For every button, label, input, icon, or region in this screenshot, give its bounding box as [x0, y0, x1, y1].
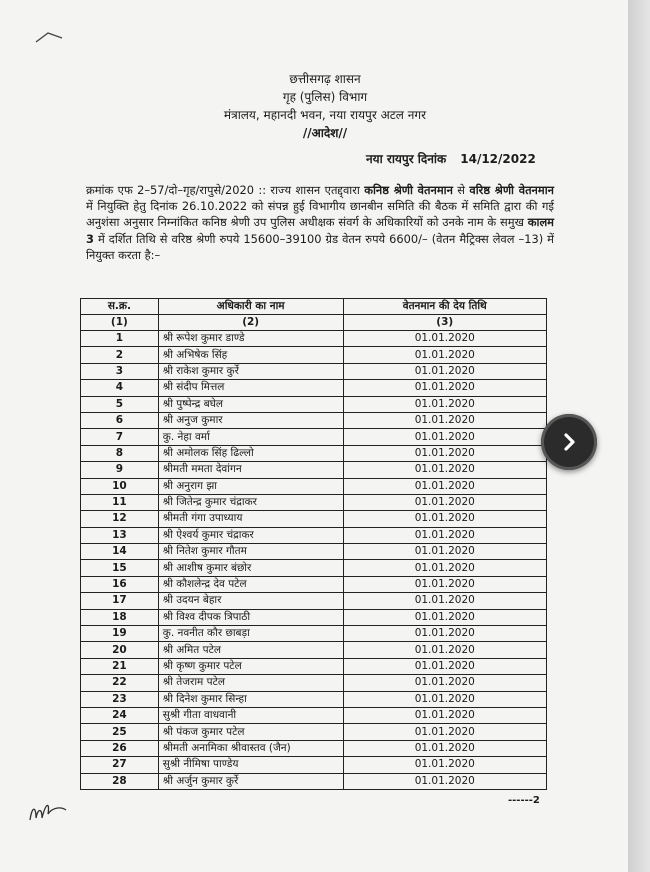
order-paragraph	[86, 182, 554, 263]
row-name: श्री राकेश कुमार कुर्रे	[158, 363, 343, 379]
row-sno: 15	[81, 560, 159, 576]
row-date: 01.01.2020	[343, 757, 546, 773]
row-name: श्री तेजराम पटेल	[158, 675, 343, 691]
row-sno: 20	[81, 642, 159, 658]
row-date: 01.01.2020	[343, 724, 546, 740]
row-name: श्रीमती ममता देवांगन	[158, 462, 343, 478]
row-sno: 18	[81, 609, 159, 625]
row-date: 01.01.2020	[343, 331, 546, 347]
row-name: श्री रूपेश कुमार डाण्डे	[158, 331, 343, 347]
table-row	[81, 773, 547, 789]
row-sno: 22	[81, 675, 159, 691]
row-date: 01.01.2020	[343, 773, 546, 789]
table-row	[81, 511, 547, 527]
row-date: 01.01.2020	[343, 347, 546, 363]
col-header-sno: स.क्र.	[81, 299, 159, 315]
row-name: श्री विश्व दीपक त्रिपाठी	[158, 609, 343, 625]
table-row	[81, 363, 547, 379]
scan-edge	[628, 0, 650, 872]
table-colnum-row	[81, 315, 547, 331]
initials-signature	[26, 796, 70, 826]
row-date: 01.01.2020	[343, 593, 546, 609]
row-name: श्री दिनेश कुमार सिन्हा	[158, 691, 343, 707]
row-name: श्रीमती गंगा उपाध्याय	[158, 511, 343, 527]
row-name: श्री कृष्ण कुमार पटेल	[158, 658, 343, 674]
col-number-3: (3)	[343, 315, 546, 331]
row-sno: 7	[81, 429, 159, 445]
chevron-right-icon	[558, 431, 580, 453]
officer-table	[80, 298, 547, 790]
next-page-button[interactable]	[541, 414, 597, 470]
department-name: गृह (पुलिस) विभाग	[282, 90, 368, 104]
row-date: 01.01.2020	[343, 363, 546, 379]
row-date: 01.01.2020	[343, 412, 546, 428]
row-name: श्री अनुराग झा	[158, 478, 343, 494]
letterhead	[0, 70, 650, 142]
row-name: श्री पुष्पेन्द्र बघेल	[158, 396, 343, 412]
row-sno: 4	[81, 380, 159, 396]
row-name: श्री अनुज कुमार	[158, 412, 343, 428]
table-row	[81, 331, 547, 347]
table-row	[81, 658, 547, 674]
row-sno: 1	[81, 331, 159, 347]
order-label: //आदेश//	[302, 126, 348, 140]
table-row	[81, 527, 547, 543]
row-date: 01.01.2020	[343, 691, 546, 707]
row-date: 01.01.2020	[343, 560, 546, 576]
table-row	[81, 691, 547, 707]
row-date: 01.01.2020	[343, 626, 546, 642]
row-sno: 10	[81, 478, 159, 494]
date-line	[366, 150, 536, 167]
row-name: कु. नेहा वर्मा	[158, 429, 343, 445]
row-name: श्रीमती अनामिका श्रीवास्तव (जैन)	[158, 740, 343, 756]
row-date: 01.01.2020	[343, 544, 546, 560]
row-date: 01.01.2020	[343, 494, 546, 510]
row-date: 01.01.2020	[343, 478, 546, 494]
ministry-address: मंत्रालय, महानदी भवन, नया रायपुर अटल नगर	[223, 108, 427, 122]
col-header-date: वेतनमान की देय तिथि	[343, 299, 546, 315]
row-sno: 6	[81, 412, 159, 428]
row-name: कु. नवनीत कौर छाबड़ा	[158, 626, 343, 642]
row-date: 01.01.2020	[343, 675, 546, 691]
order-text-bold-2: वरिष्ठ श्रेणी वेतनमान	[469, 183, 554, 197]
row-date: 01.01.2020	[343, 380, 546, 396]
table-row	[81, 626, 547, 642]
row-sno: 3	[81, 363, 159, 379]
row-name: श्री नितेश कुमार गौतम	[158, 544, 343, 560]
row-name: श्री कौशलेन्द्र देव पटेल	[158, 576, 343, 592]
row-name: श्री उदयन बेहार	[158, 593, 343, 609]
row-sno: 25	[81, 724, 159, 740]
row-sno: 23	[81, 691, 159, 707]
row-sno: 14	[81, 544, 159, 560]
table-row	[81, 429, 547, 445]
row-sno: 28	[81, 773, 159, 789]
row-date: 01.01.2020	[343, 576, 546, 592]
row-sno: 9	[81, 462, 159, 478]
row-sno: 19	[81, 626, 159, 642]
order-text-1: क्रमांक एफ 2–57/दो–गृह/रापुसे/2020 :: राज्य शासन एतद्द्वारा	[86, 183, 365, 197]
row-name: श्री अमित पटेल	[158, 642, 343, 658]
order-text-bold-1: कनिष्ठ श्रेणी वेतनमान	[364, 183, 453, 197]
col-header-name: अधिकारी का नाम	[158, 299, 343, 315]
row-sno: 24	[81, 707, 159, 723]
table-row	[81, 757, 547, 773]
row-sno: 2	[81, 347, 159, 363]
col-number-1: (1)	[81, 315, 159, 331]
table-row	[81, 544, 547, 560]
table-row	[81, 675, 547, 691]
order-text-2: से	[452, 183, 470, 197]
row-sno: 5	[81, 396, 159, 412]
table-row	[81, 740, 547, 756]
row-date: 01.01.2020	[343, 658, 546, 674]
row-date: 01.01.2020	[343, 740, 546, 756]
col-number-2: (2)	[158, 315, 343, 331]
table-row	[81, 642, 547, 658]
row-name: श्री जितेन्द्र कुमार चंद्राकर	[158, 494, 343, 510]
row-sno: 12	[81, 511, 159, 527]
row-date: 01.01.2020	[343, 396, 546, 412]
table-row	[81, 445, 547, 461]
row-name: श्री अभिषेक सिंह	[158, 347, 343, 363]
row-date: 01.01.2020	[343, 707, 546, 723]
row-sno: 17	[81, 593, 159, 609]
row-name: श्री ऐश्वर्य कुमार चंद्राकर	[158, 527, 343, 543]
row-date: 01.01.2020	[343, 527, 546, 543]
table-row	[81, 576, 547, 592]
row-sno: 27	[81, 757, 159, 773]
pen-mark	[34, 30, 64, 44]
table-header-row	[81, 299, 547, 315]
order-text-3: में नियुक्ति हेतु दिनांक 26.10.2022 को संपन्न हुई विभागीय छानबीन समिति की बैठक में समिति द्वारा की गई अनुशंसा अनुसार निम्नांकित कनिष्ठ श्रेणी उप पुलिस अधीक्षक संवर्ग के अधिकारियों को उनके नाम के समुख	[86, 199, 554, 230]
order-text-bold-3: कालम 3	[86, 215, 554, 246]
row-name: श्री अमोलक सिंह ढिल्लो	[158, 445, 343, 461]
row-name: श्री आशीष कुमार बंछोर	[158, 560, 343, 576]
table-row	[81, 494, 547, 510]
page-continuation: ------2	[508, 795, 540, 806]
table-row	[81, 707, 547, 723]
row-name: सुश्री गीता वाधवानी	[158, 707, 343, 723]
table-row	[81, 724, 547, 740]
government-name: छत्तीसगढ़ शासन	[289, 72, 361, 86]
order-text-4: में दर्शित तिथि से वरिष्ठ श्रेणी रुपये 15600–39100 ग्रेड वेतन रुपये 6600/– (वेतन मैट्रिक्स लेवल –13) में नियुक्त करता है:–	[86, 231, 554, 262]
table-row	[81, 347, 547, 363]
row-date: 01.01.2020	[343, 511, 546, 527]
table-row	[81, 412, 547, 428]
table-row	[81, 593, 547, 609]
row-name: श्री संदीप मित्तल	[158, 380, 343, 396]
row-sno: 11	[81, 494, 159, 510]
row-sno: 21	[81, 658, 159, 674]
row-date: 01.01.2020	[343, 445, 546, 461]
row-sno: 16	[81, 576, 159, 592]
row-date: 01.01.2020	[343, 462, 546, 478]
table-row	[81, 609, 547, 625]
row-date: 01.01.2020	[343, 609, 546, 625]
order-date: 14/12/2022	[460, 152, 536, 166]
row-sno: 8	[81, 445, 159, 461]
row-sno: 13	[81, 527, 159, 543]
row-sno: 26	[81, 740, 159, 756]
table-row	[81, 478, 547, 494]
place-label: नया रायपुर दिनांक	[366, 152, 447, 166]
row-date: 01.01.2020	[343, 642, 546, 658]
row-name: सुश्री नीमिषा पाण्डेय	[158, 757, 343, 773]
row-name: श्री अर्जुन कुमार कुर्रे	[158, 773, 343, 789]
table-row	[81, 462, 547, 478]
row-date: 01.01.2020	[343, 429, 546, 445]
table-row	[81, 396, 547, 412]
table-row	[81, 560, 547, 576]
table-row	[81, 380, 547, 396]
row-name: श्री पंकज कुमार पटेल	[158, 724, 343, 740]
